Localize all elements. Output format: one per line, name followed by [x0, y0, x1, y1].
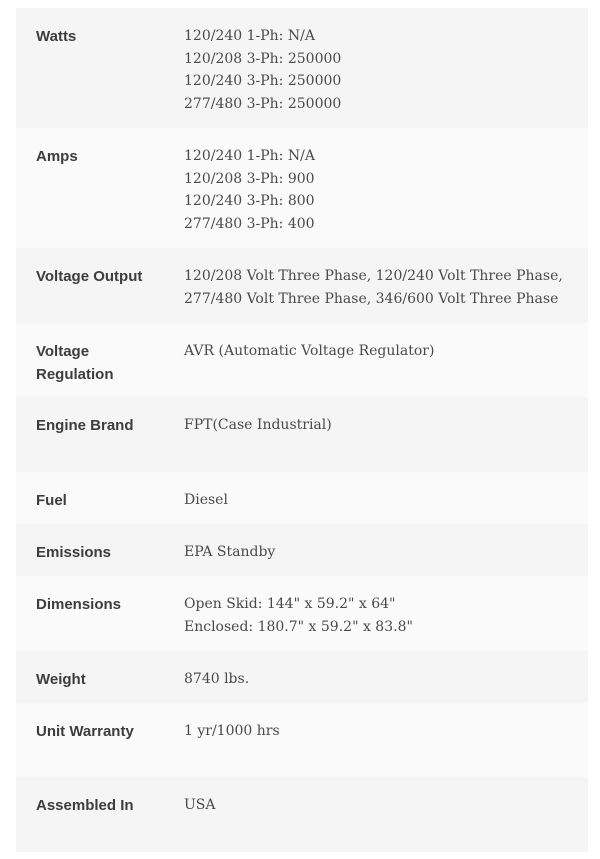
spec-value [162, 576, 588, 651]
spec-label: Amps [16, 128, 162, 248]
specifications-table [16, 8, 588, 852]
spec-value [162, 703, 588, 777]
spec-label: Dimensions [16, 576, 162, 651]
spec-value-line: Enclosed: 180.7" x 59.2" x 83.8" [184, 618, 413, 635]
spec-value [162, 651, 588, 703]
spec-value-line: 277/480 3-Ph: 250000 [184, 96, 342, 113]
spec-row-watts [16, 8, 588, 128]
spec-label: Weight [16, 651, 162, 703]
spec-value-line: Diesel [184, 492, 228, 508]
spec-value-line: 120/208 3-Ph: 900 [184, 170, 315, 187]
spec-label: Fuel [16, 472, 162, 524]
spec-value-line: 120/240 3-Ph: 250000 [184, 73, 342, 90]
spec-row-engine-brand [16, 397, 588, 472]
spec-value-line: 120/240 1-Ph: N/A [184, 148, 315, 164]
spec-value-line: 8740 lbs. [184, 671, 250, 687]
spec-value-line: 1 yr/1000 hrs [184, 723, 280, 739]
spec-value [162, 397, 588, 472]
spec-label: Emissions [16, 524, 162, 576]
spec-value-line: 120/208 3-Ph: 250000 [184, 50, 342, 67]
spec-value [162, 472, 588, 524]
spec-label: Engine Brand [16, 397, 162, 472]
spec-value [162, 524, 588, 576]
spec-row-voltage-output [16, 248, 588, 323]
spec-value-line: Open Skid: 144" x 59.2" x 64" [184, 596, 396, 612]
spec-row-assembled-in [16, 777, 588, 852]
spec-row-amps [16, 128, 588, 248]
spec-value-line: 120/208 Volt Three Phase, 120/240 Volt Three Phase, 277/480 Volt Three Phase, 346/600 Volt Three Phase [184, 268, 563, 307]
spec-row-unit-warranty [16, 703, 588, 777]
spec-label: Unit Warranty [16, 703, 162, 777]
spec-value-line: FPT(Case Industrial) [184, 417, 332, 433]
spec-row-dimensions [16, 576, 588, 651]
spec-row-voltage-regulation [16, 323, 588, 397]
spec-value [162, 777, 588, 852]
spec-row-weight [16, 651, 588, 703]
spec-value-line: 277/480 3-Ph: 400 [184, 216, 315, 233]
spec-label: Watts [16, 8, 162, 128]
spec-value-line: USA [184, 797, 216, 813]
spec-value-line: AVR (Automatic Voltage Regulator) [184, 343, 435, 359]
spec-row-fuel [16, 472, 588, 524]
spec-value-line: EPA Standby [184, 544, 276, 560]
spec-value [162, 8, 588, 128]
spec-label: Assembled In [16, 777, 162, 852]
spec-label: Voltage Output [16, 248, 162, 323]
spec-value-line: 120/240 3-Ph: 800 [184, 193, 315, 210]
spec-value [162, 248, 588, 323]
spec-row-emissions [16, 524, 588, 576]
spec-label: Voltage Regulation [16, 323, 162, 397]
spec-value [162, 323, 588, 397]
spec-value [162, 128, 588, 248]
spec-value-line: 120/240 1-Ph: N/A [184, 28, 315, 44]
